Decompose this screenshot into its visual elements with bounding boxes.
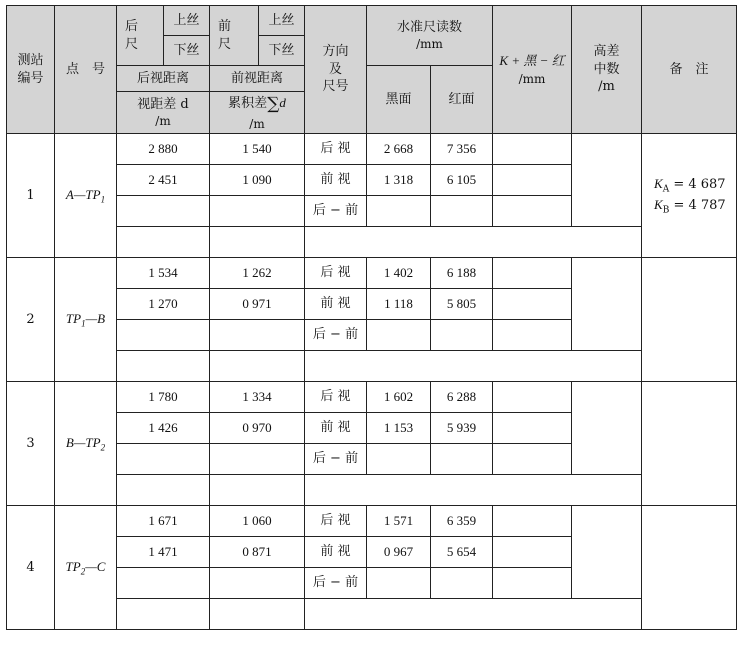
remarks-cell: $K_A = 4$ 687 $K_B = 4$ 787 bbox=[642, 134, 737, 258]
back-distance-cell bbox=[117, 320, 210, 351]
front-distance-cell bbox=[210, 320, 305, 351]
station-no: 1 bbox=[7, 134, 55, 258]
direction-cell: 后 视 bbox=[305, 382, 367, 413]
back-upper-reading: 2 880 bbox=[117, 134, 210, 165]
k-check-cell bbox=[493, 444, 572, 475]
k-check-cell bbox=[493, 134, 572, 165]
k-check-cell bbox=[493, 165, 572, 196]
front-distance-cell bbox=[210, 568, 305, 599]
k-black-red-header: K + 黑 − 红 /mm bbox=[493, 6, 572, 134]
direction-cell: 前 视 bbox=[305, 165, 367, 196]
direction-cell: 后 视 bbox=[305, 506, 367, 537]
front-upper-reading: 1 262 bbox=[210, 258, 305, 289]
station-row bbox=[7, 227, 737, 258]
summary-cell bbox=[305, 599, 642, 630]
black-reading bbox=[367, 568, 431, 599]
direction-cell: 后 − 前 bbox=[305, 196, 367, 227]
back-upper-reading: 1 671 bbox=[117, 506, 210, 537]
sight-diff-cell bbox=[117, 227, 210, 258]
station-no: 3 bbox=[7, 382, 55, 506]
direction-header: 方向 及 尺号 bbox=[305, 6, 367, 134]
back-upper-reading: 1 534 bbox=[117, 258, 210, 289]
k-check-cell bbox=[493, 537, 572, 568]
cumulative-diff-cell bbox=[210, 227, 305, 258]
station-no: 2 bbox=[7, 258, 55, 382]
front-distance-cell bbox=[210, 444, 305, 475]
red-reading bbox=[431, 568, 493, 599]
black-reading: 1 571 bbox=[367, 506, 431, 537]
black-face-header: 黑面 bbox=[367, 66, 431, 134]
red-reading bbox=[431, 196, 493, 227]
station-row bbox=[7, 599, 737, 630]
station-no: 4 bbox=[7, 506, 55, 630]
station-row bbox=[7, 351, 737, 382]
front-lower-reading: 1 090 bbox=[210, 165, 305, 196]
point-no: $B—TP_2$ bbox=[55, 382, 117, 506]
direction-cell: 后 视 bbox=[305, 134, 367, 165]
back-lower-wire-header: 下丝 bbox=[164, 36, 210, 66]
leveling-record-table bbox=[6, 5, 737, 630]
height-diff-header: 高差 中数 /m bbox=[572, 6, 642, 134]
red-reading: 5 939 bbox=[431, 413, 493, 444]
height-diff-cell bbox=[572, 134, 642, 227]
remarks-cell bbox=[642, 258, 737, 382]
back-lower-reading: 2 451 bbox=[117, 165, 210, 196]
direction-cell: 前 视 bbox=[305, 537, 367, 568]
back-distance-cell bbox=[117, 444, 210, 475]
front-lower-reading: 0 971 bbox=[210, 289, 305, 320]
k-check-cell bbox=[493, 320, 572, 351]
k-check-cell bbox=[493, 382, 572, 413]
sight-diff-cell bbox=[117, 599, 210, 630]
station-row bbox=[7, 382, 737, 413]
direction-cell: 后 − 前 bbox=[305, 568, 367, 599]
point-no: $TP_1—B$ bbox=[55, 258, 117, 382]
direction-cell: 前 视 bbox=[305, 289, 367, 320]
height-diff-cell bbox=[572, 382, 642, 475]
sight-diff-cell bbox=[117, 351, 210, 382]
front-upper-wire-header: 上丝 bbox=[259, 6, 305, 36]
height-diff-cell bbox=[572, 258, 642, 351]
reading-header: 水准尺读数 /mm bbox=[367, 6, 493, 66]
front-lower-reading: 0 970 bbox=[210, 413, 305, 444]
black-reading: 1 402 bbox=[367, 258, 431, 289]
red-reading bbox=[431, 444, 493, 475]
k-check-cell bbox=[493, 258, 572, 289]
cumulative-diff-cell bbox=[210, 351, 305, 382]
red-face-header: 红面 bbox=[431, 66, 493, 134]
back-staff-header: 后 尺 bbox=[117, 6, 164, 66]
back-upper-reading: 1 780 bbox=[117, 382, 210, 413]
black-reading: 1 602 bbox=[367, 382, 431, 413]
front-distance-header: 前视距离 bbox=[210, 66, 305, 92]
red-reading: 5 805 bbox=[431, 289, 493, 320]
back-lower-reading: 1 270 bbox=[117, 289, 210, 320]
station-row bbox=[7, 134, 737, 165]
summary-cell bbox=[305, 227, 642, 258]
black-reading: 1 118 bbox=[367, 289, 431, 320]
back-lower-reading: 1 426 bbox=[117, 413, 210, 444]
remarks-header: 备 注 bbox=[642, 6, 737, 134]
red-reading: 5 654 bbox=[431, 537, 493, 568]
black-reading: 1 153 bbox=[367, 413, 431, 444]
back-distance-cell bbox=[117, 196, 210, 227]
black-reading: 2 668 bbox=[367, 134, 431, 165]
cumulative-diff-header: 累积差∑d /m bbox=[210, 92, 305, 134]
point-no-header: 点 号 bbox=[55, 6, 117, 134]
summary-cell bbox=[305, 475, 642, 506]
point-no: $A—TP_1$ bbox=[55, 134, 117, 258]
back-distance-header: 后视距离 bbox=[117, 66, 210, 92]
cumulative-diff-cell bbox=[210, 475, 305, 506]
back-lower-reading: 1 471 bbox=[117, 537, 210, 568]
point-no: $TP_2—C$ bbox=[55, 506, 117, 630]
direction-cell: 后 − 前 bbox=[305, 444, 367, 475]
black-reading: 1 318 bbox=[367, 165, 431, 196]
black-reading bbox=[367, 196, 431, 227]
front-lower-reading: 0 871 bbox=[210, 537, 305, 568]
station-row bbox=[7, 506, 737, 537]
back-distance-cell bbox=[117, 568, 210, 599]
sight-diff-cell bbox=[117, 475, 210, 506]
front-upper-reading: 1 540 bbox=[210, 134, 305, 165]
front-distance-cell bbox=[210, 196, 305, 227]
k-check-cell bbox=[493, 196, 572, 227]
back-upper-wire-header: 上丝 bbox=[164, 6, 210, 36]
sight-diff-header: 视距差 d /m bbox=[117, 92, 210, 134]
station-row bbox=[7, 475, 737, 506]
remarks-cell bbox=[642, 382, 737, 506]
k-check-cell bbox=[493, 289, 572, 320]
black-reading bbox=[367, 444, 431, 475]
height-diff-cell bbox=[572, 506, 642, 599]
red-reading: 6 288 bbox=[431, 382, 493, 413]
black-reading bbox=[367, 320, 431, 351]
k-check-cell bbox=[493, 506, 572, 537]
front-upper-reading: 1 334 bbox=[210, 382, 305, 413]
direction-cell: 后 − 前 bbox=[305, 320, 367, 351]
remarks-cell bbox=[642, 506, 737, 630]
black-reading: 0 967 bbox=[367, 537, 431, 568]
red-reading: 6 188 bbox=[431, 258, 493, 289]
k-check-cell bbox=[493, 413, 572, 444]
front-lower-wire-header: 下丝 bbox=[259, 36, 305, 66]
direction-cell: 前 视 bbox=[305, 413, 367, 444]
station-row bbox=[7, 258, 737, 289]
front-staff-header: 前 尺 bbox=[210, 6, 259, 66]
red-reading: 7 356 bbox=[431, 134, 493, 165]
front-upper-reading: 1 060 bbox=[210, 506, 305, 537]
cumulative-diff-cell bbox=[210, 599, 305, 630]
direction-cell: 后 视 bbox=[305, 258, 367, 289]
red-reading bbox=[431, 320, 493, 351]
k-check-cell bbox=[493, 568, 572, 599]
red-reading: 6 105 bbox=[431, 165, 493, 196]
red-reading: 6 359 bbox=[431, 506, 493, 537]
summary-cell bbox=[305, 351, 642, 382]
station-no-header: 测站 编号 bbox=[7, 6, 55, 134]
